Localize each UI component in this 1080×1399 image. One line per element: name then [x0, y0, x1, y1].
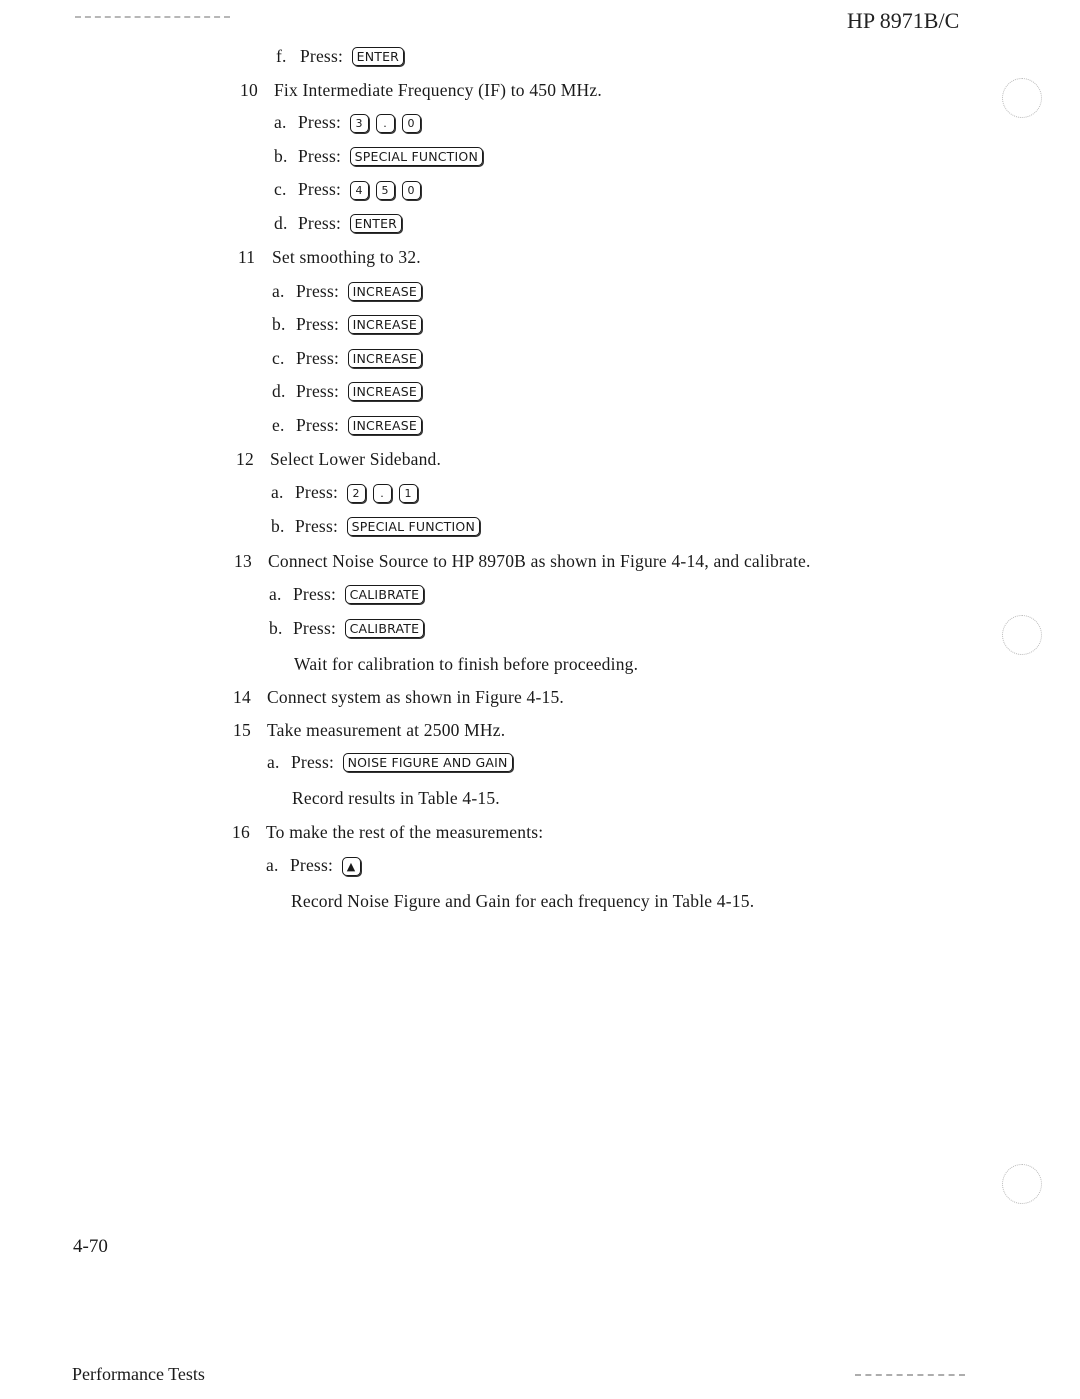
substep: b. Press: SPECIAL FUNCTION [274, 146, 483, 167]
key-increase: INCREASE [348, 416, 422, 435]
substep: a. Press: INCREASE [272, 281, 422, 302]
substep: b. Press: CALIBRATE [269, 618, 424, 639]
key-increase: INCREASE [348, 315, 422, 334]
note-record: Record results in Table 4-15. [292, 788, 500, 808]
key-calibrate: CALIBRATE [345, 585, 425, 604]
running-header-right: HP 8971B/C [847, 8, 960, 33]
step-15: 15 Take measurement at 2500 MHz. [233, 720, 506, 740]
footer-section-title: Performance Tests [72, 1364, 205, 1384]
key-3: 3 [350, 114, 369, 133]
running-header-left [75, 8, 230, 18]
page-number: 4-70 [73, 1236, 108, 1257]
key-4: 4 [350, 181, 369, 200]
substep: d. Press: INCREASE [272, 381, 422, 402]
substep: a. Press: 2 . 1 [271, 482, 421, 503]
key-decimal: . [376, 114, 395, 133]
key-calibrate: CALIBRATE [345, 619, 425, 638]
key-special-function: SPECIAL FUNCTION [347, 517, 480, 536]
binder-hole [1002, 615, 1042, 655]
key-noise-figure-and-gain: NOISE FIGURE AND GAIN [343, 753, 513, 772]
key-0: 0 [402, 181, 421, 200]
substep: f. Press: ENTER [276, 46, 404, 67]
up-arrow-key-icon: ▲ [342, 857, 361, 876]
key-5: 5 [376, 181, 395, 200]
step-12: 12 Select Lower Sideband. [236, 449, 442, 469]
key-decimal: . [373, 484, 392, 503]
substep: e. Press: INCREASE [272, 415, 422, 436]
key-0: 0 [402, 114, 421, 133]
step-14: 14 Connect system as shown in Figure 4-15. [233, 687, 565, 707]
step-10: 10 Fix Intermediate Frequency (IF) to 450 MHz. [240, 80, 602, 100]
substep: a. Press: NOISE FIGURE AND GAIN [267, 752, 513, 773]
step-16: 16 To make the rest of the measurements: [232, 822, 544, 842]
note-calibration: Wait for calibration to finish before proceeding. [294, 654, 639, 674]
key-enter: ENTER [350, 214, 402, 233]
substep: b. Press: INCREASE [272, 314, 422, 335]
key-increase: INCREASE [348, 349, 422, 368]
footer-model [855, 1374, 965, 1382]
key-enter: ENTER [352, 47, 404, 66]
key-increase: INCREASE [348, 282, 422, 301]
substep: a. Press: ▲ [266, 855, 364, 876]
substep: d. Press: ENTER [274, 213, 402, 234]
key-special-function: SPECIAL FUNCTION [350, 147, 483, 166]
key-1: 1 [399, 484, 418, 503]
step-13: 13 Connect Noise Source to HP 8970B as shown in Figure 4-14, and calibrate. [234, 551, 811, 571]
binder-hole [1002, 78, 1042, 118]
substep: b. Press: SPECIAL FUNCTION [271, 516, 480, 537]
substep: c. Press: INCREASE [272, 348, 422, 369]
key-increase: INCREASE [348, 382, 422, 401]
substep: c. Press: 4 5 0 [274, 179, 424, 200]
note-record-each: Record Noise Figure and Gain for each frequency in Table 4-15. [291, 891, 755, 911]
substep: a. Press: CALIBRATE [269, 584, 424, 605]
binder-hole [1002, 1164, 1042, 1204]
substep: a. Press: 3 . 0 [274, 112, 424, 133]
key-2: 2 [347, 484, 366, 503]
step-11: 11 Set smoothing to 32. [238, 247, 421, 267]
